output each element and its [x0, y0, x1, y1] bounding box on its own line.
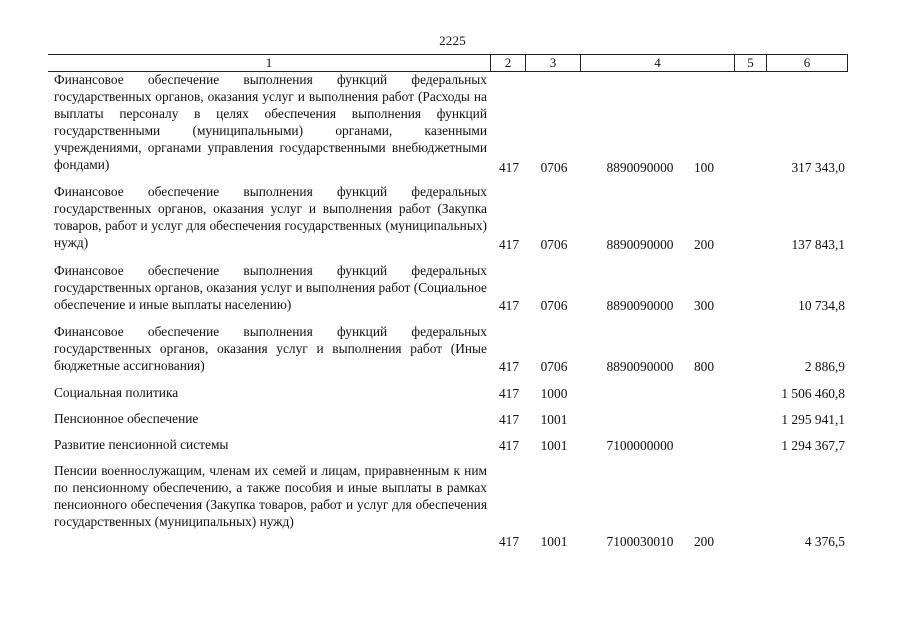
row-col-4: 8890090000 — [606, 298, 674, 313]
row-col-2: 417 — [498, 298, 520, 313]
row-col-6: 317 343,0 — [791, 160, 845, 175]
row-col-6: 10 734,8 — [798, 298, 845, 313]
table-row — [54, 463, 849, 551]
row-col-4: 7100000000 — [606, 438, 674, 453]
header-col-3: 3 — [525, 55, 580, 71]
table-row — [54, 411, 849, 428]
row-col-5: 300 — [693, 298, 715, 313]
row-col-3: 0706 — [540, 298, 568, 313]
row-description: Пенсии военнослужащим, членам их семей и лицам, приравненным к ним по пенсионному обеспечению, а также пособия и иные выплаты в рамках пенсионного обеспечения (Закупка товаров, работ и услуг для обеспечения государственных (муниципальных) нужд) — [54, 463, 487, 529]
row-col-6: 1 294 367,7 — [781, 438, 845, 453]
row-col-6: 2 886,9 — [804, 359, 845, 374]
table-row — [54, 72, 849, 178]
row-description: Развитие пенсионной системы — [54, 437, 229, 452]
row-description: Социальная политика — [54, 385, 179, 400]
row-col-3: 1000 — [540, 386, 568, 401]
row-col-6: 137 843,1 — [791, 237, 845, 252]
header-col-5: 5 — [734, 55, 766, 71]
row-col-2: 417 — [498, 534, 520, 549]
row-description: Финансовое обеспечение выполнения функций федеральных государственных органов, оказания услуг и выполнения работ (Иные бюджетные ассигнования) — [54, 324, 487, 373]
row-col-4: 8890090000 — [606, 160, 674, 175]
row-col-3: 1001 — [540, 438, 568, 453]
row-col-2: 417 — [498, 359, 520, 374]
row-description: Пенсионное обеспечение — [54, 411, 199, 426]
table-row — [54, 184, 849, 254]
row-col-5: 800 — [693, 359, 715, 374]
row-col-3: 1001 — [540, 412, 568, 427]
row-col-3: 0706 — [540, 160, 568, 175]
row-col-5: 100 — [693, 160, 715, 175]
page-number: 2225 — [439, 33, 466, 48]
row-col-5: 200 — [693, 534, 715, 549]
header-col-6: 6 — [766, 55, 848, 71]
row-col-4: 8890090000 — [606, 237, 674, 252]
row-col-3: 1001 — [540, 534, 568, 549]
table-row — [54, 263, 849, 316]
row-description: Финансовое обеспечение выполнения функций федеральных государственных органов, оказания услуг и выполнения работ (Закупка товаров, работ и услуг для обеспечения государственных (муниципальных) нужд) — [54, 184, 487, 250]
table-row — [54, 385, 849, 402]
row-col-2: 417 — [498, 386, 520, 401]
header-col-2: 2 — [490, 55, 525, 71]
row-col-2: 417 — [498, 237, 520, 252]
row-col-2: 417 — [498, 160, 520, 175]
row-col-6: 1 295 941,1 — [781, 412, 845, 427]
table-header-row — [48, 54, 848, 72]
row-col-4: 7100030010 — [606, 534, 674, 549]
row-col-2: 417 — [498, 412, 520, 427]
row-col-2: 417 — [498, 438, 520, 453]
header-col-1: 1 — [265, 55, 273, 70]
row-description: Финансовое обеспечение выполнения функций федеральных государственных органов, оказания услуг и выполнения работ (Расходы на выплаты персоналу в целях обеспечения выполнения функций государственными (муниципальными) органами, казенными учреждениями, органами управления государственными внебюджетными фондами) — [54, 72, 487, 172]
row-col-3: 0706 — [540, 359, 568, 374]
table-row — [54, 437, 849, 454]
row-col-4: 8890090000 — [606, 359, 674, 374]
row-description: Финансовое обеспечение выполнения функций федеральных государственных органов, оказания услуг и выполнения работ (Социальное обеспечение и иные выплаты населению) — [54, 263, 487, 312]
row-col-3: 0706 — [540, 237, 568, 252]
row-col-6: 1 506 460,8 — [781, 386, 845, 401]
header-col-4: 4 — [580, 55, 734, 71]
row-col-5: 200 — [693, 237, 715, 252]
table-row — [54, 324, 849, 377]
row-col-6: 4 376,5 — [804, 534, 845, 549]
